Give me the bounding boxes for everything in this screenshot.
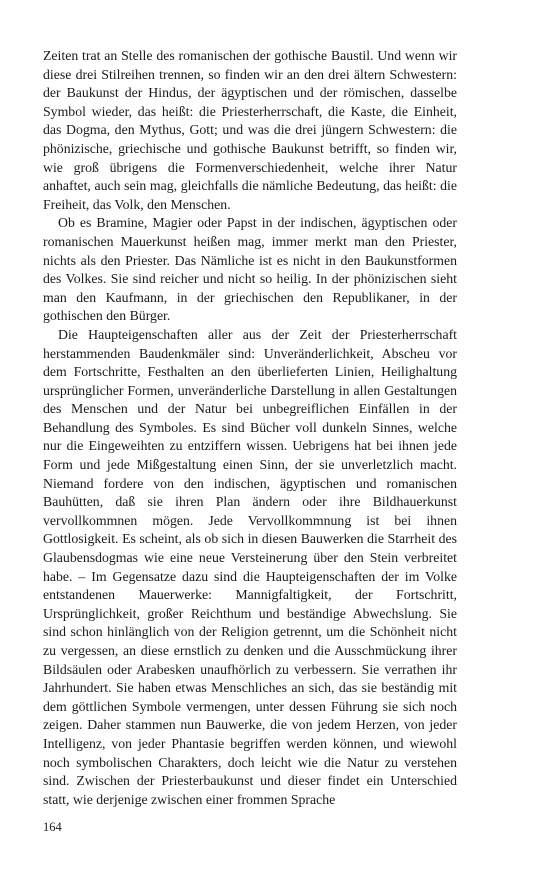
paragraph-1: Zeiten trat an Stelle des romanischen der gothische Baustil. Und wenn wir diese drei Stilreihen trennen, so finden wir an den drei ältern Schwestern: der Baukunst der Hindus, der ägyptischen und der römischen, dasselbe Symbol wieder, das heißt: die Priesterherrschaft, die Kaste, die Einheit, das Dogma, den Mythus, Gott; und was die drei jüngern Schwestern: die phönizische, griechische und gothische Baukunst betrifft, so finden wir, wie groß übrigens die Formenverschiedenheit, welche ihrer Natur anhaftet, auch sein mag, gleichfalls die nämliche Bedeutung, das heißt: die Freiheit, das Volk, den Menschen. [43, 48, 457, 212]
page-number: 164 [43, 820, 62, 834]
paragraph-2: Ob es Bramine, Magier oder Papst in der indischen, ägyptischen oder romanischen Mauerkunst heißen mag, immer merkt man den Priester, nichts als den Priester. Das Nämliche ist es nicht in den Baukunstformen des Volkes. Sie sind reicher und nicht so heilig. In der phönizischen sieht man den Kaufmann, in der griechischen den Republikaner, in der gothischen den Bürger. [43, 215, 457, 324]
page-body [43, 47, 457, 809]
paragraph-3: Die Haupteigenschaften aller aus der Zeit der Priesterherrschaft herstammenden Baudenkmäler sind: Unveränderlichkeit, Abscheu vor dem Fortschritte, Festhalten an den überlieferten Linien, Heilighaltung ursprünglicher Formen, unveränderliche Darstellung in allen Gestaltungen des Menschen und der Natur bei unbegreiflichen Einfällen in der Behandlung des Symboles. Es sind Bücher voll dunkeln Sinnes, welche nur die Eingeweihten zu entziffern wissen. Uebrigens hat bei ihnen jede Form und jede Mißgestaltung einen Sinn, der sie unverletzlich macht. Niemand fordere von den indischen, ägyptischen und romanischen Bauhütten, daß sie ihren Plan ändern oder ihre Bildhauerkunst vervollkommnen mögen. Jede Vervollkommnung ist bei ihnen Gottlosigkeit. Es scheint, als ob sich in diesen Bauwerken die Starrheit des Glaubensdogmas wie eine neue Versteinerung über den Stein verbreitet habe. – Im Gegensatze dazu sind die Haupteigenschaften der im Volke entstandenen Mauerwerke: Mannigfaltigkeit, der Fortschritt, Ursprünglichkeit, großer Reichthum und beständige Abwechslung. Sie sind schon hinlänglich von der Religion getrennt, um die Schönheit nicht zu vergessen, an diese ernstlich zu denken und die Ausschmückung ihrer Bildsäulen oder Arabesken unaufhörlich zu verbessern. Sie verrathen ihr Jahrhundert. Sie haben etwas Menschliches an sich, das sie beständig mit dem göttlichen Symbole vermengen, unter dessen Führung sie sich noch zeigen. Daher stammen nun Bauwerke, die von jedem Herzen, von jeder Intelligenz, von jeder Phantasie begriffen werden können, und wiewohl noch symbolischen Charakters, doch leicht wie die Natur zu verstehen sind. Zwischen der Priesterbaukunst und dieser findet ein Unterschied statt, wie derjenige zwischen einer frommen Sprache [43, 326, 457, 807]
